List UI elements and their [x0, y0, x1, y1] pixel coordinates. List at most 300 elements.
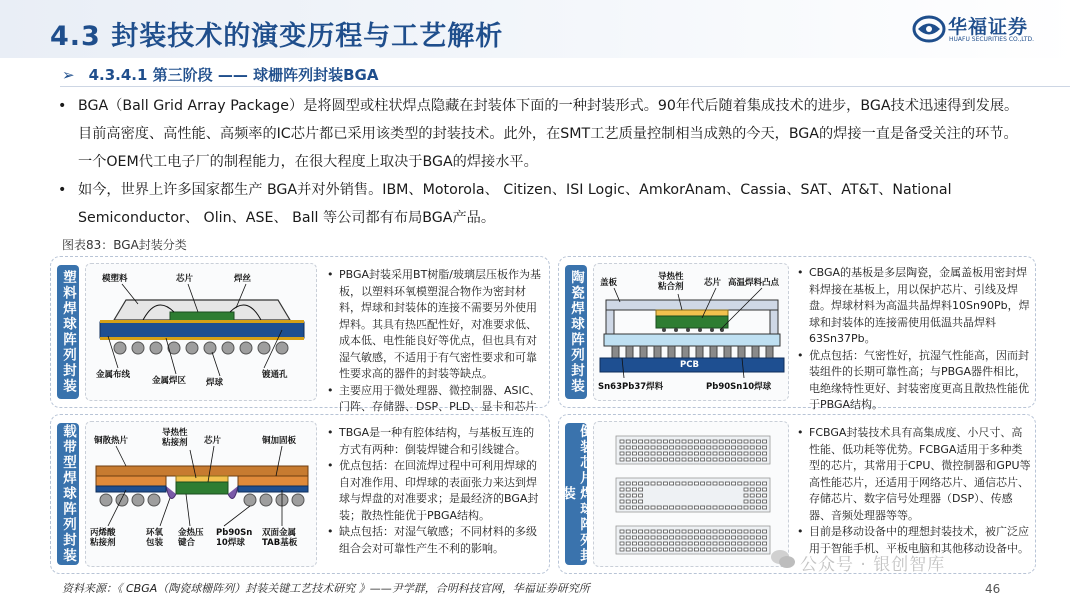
- bump: [682, 542, 686, 545]
- bump: [620, 482, 624, 485]
- bump: [756, 488, 760, 491]
- bump: [738, 506, 742, 509]
- bump: [651, 446, 655, 449]
- bump: [663, 452, 667, 455]
- bump: [676, 440, 680, 443]
- bump: [732, 452, 736, 455]
- bump: [738, 530, 742, 533]
- bump: [639, 488, 643, 491]
- bump: [663, 482, 667, 485]
- bump: [694, 542, 698, 545]
- subtitle-text: 4.3.4.1 第三阶段 —— 球栅阵列封装BGA: [88, 66, 379, 84]
- bump: [750, 536, 754, 539]
- bump: [688, 458, 692, 461]
- bump: [626, 446, 630, 449]
- bump: [639, 536, 643, 539]
- bump: [694, 548, 698, 551]
- bump: [688, 506, 692, 509]
- bump: [763, 506, 767, 509]
- bump: [676, 446, 680, 449]
- bump: [738, 542, 742, 545]
- bump: [707, 482, 711, 485]
- desc-item: • CBGA的基板是多层陶瓷，金属盖板用密封焊料焊接在基板上，用以保护芯片、引线及焊盘。焊球材料为高温共晶焊料10Sn90Pb，焊球和封装体的连接需使用低温共晶焊料63Sn37Pb。: [797, 265, 1031, 348]
- bump: [763, 494, 767, 497]
- bump: [763, 500, 767, 503]
- bump: [651, 542, 655, 545]
- panel-pbga: [50, 256, 550, 413]
- desc-item: • TBGA是一种有腔体结构，与基板互连的方式有两种：倒装焊键合和引线键合。: [327, 425, 545, 458]
- label-pcb: PCB: [680, 360, 699, 370]
- label-thermal-adhesive: 导热性 粘接剂: [162, 428, 188, 448]
- section-subtitle: [62, 64, 378, 85]
- bump: [620, 530, 624, 533]
- bump: [707, 506, 711, 509]
- bullet-item: • 如今，世界上许多国家都生产 BGA并对外销售。IBM、Motorola、 Citizen、ISI Logic、AmkorAnam、Cassia、SAT、AT&T、National Semiconductor、 Olin、ASE、 Ball 等公司都有布局BGA产品。: [56, 176, 1026, 232]
- cbga-description: [797, 265, 1031, 414]
- label-metal-pad: 金属焊区: [152, 376, 187, 386]
- pbga-cross-section: [86, 264, 318, 402]
- bump: [750, 542, 754, 545]
- bump: [626, 494, 630, 497]
- bump: [732, 446, 736, 449]
- label-lid: 盖板: [600, 278, 618, 288]
- bump: [719, 458, 723, 461]
- bump: [645, 458, 649, 461]
- bump: [713, 446, 717, 449]
- bump: [645, 542, 649, 545]
- bump: [719, 452, 723, 455]
- bump: [707, 446, 711, 449]
- bump: [763, 482, 767, 485]
- bump: [639, 482, 643, 485]
- bump: [707, 440, 711, 443]
- bump: [744, 548, 748, 551]
- bump: [744, 494, 748, 497]
- bump: [701, 506, 705, 509]
- bump: [763, 440, 767, 443]
- bump: [744, 488, 748, 491]
- bump: [750, 494, 754, 497]
- bump: [645, 452, 649, 455]
- bump: [620, 446, 624, 449]
- logo-text-en: HUAFU SECURITIES CO.,LTD.: [949, 36, 1035, 43]
- bump: [701, 452, 705, 455]
- bump: [620, 488, 624, 491]
- desc-item: • 目前是移动设备中的理想封装技术，被广泛应用于智能手机、平板电脑和其他移动设备中。: [797, 524, 1031, 557]
- bump: [639, 494, 643, 497]
- panel-label: 塑料焊球阵列封装: [57, 265, 79, 399]
- bump: [645, 440, 649, 443]
- bump: [707, 542, 711, 545]
- bump: [632, 500, 636, 503]
- bump: [763, 530, 767, 533]
- bump: [639, 530, 643, 533]
- bump: [756, 446, 760, 449]
- bump: [651, 458, 655, 461]
- bump: [620, 500, 624, 503]
- huafu-logo-icon: [912, 14, 946, 44]
- bump: [713, 530, 717, 533]
- bump: [719, 542, 723, 545]
- bump: [707, 458, 711, 461]
- company-logo: [912, 12, 1072, 48]
- label-au-bond: 金热压 键合: [178, 528, 204, 548]
- bullet-item: • BGA（Ball Grid Array Package）是将圆型或柱状焊点隐藏在封装体下面的一种封装形式。90年代后随着集成技术的进步，BGA技术迅速得到发展。目前高密度、高性能、高频率的IC芯片都已采用该类型的封装技术。此外，在SMT工艺质量控制相当成熟的今天，BGA的焊接一直是备受关注的环节。一个OEM代工电子厂的制程能力，在很大程度上取决于BGA的焊接水平。: [56, 92, 1026, 176]
- bump: [639, 500, 643, 503]
- bump: [645, 506, 649, 509]
- bump: [639, 542, 643, 545]
- desc-item: • 优点包括：在回流焊过程中可利用焊球的自对准作用、印焊球的表面张力来达到焊球与焊盘的对准要求；是最经济的BGA封装；散热性能优于PBGA结构。: [327, 458, 545, 524]
- intro-bullets: [56, 92, 1026, 232]
- bump: [632, 458, 636, 461]
- desc-item: • 主要应用于微处理器、微控制器、ASIC、门阵、存储器、DSP、PLD、显卡和芯片: [327, 383, 545, 433]
- label-chip: 芯片: [704, 278, 722, 288]
- bump: [719, 530, 723, 533]
- bump: [663, 536, 667, 539]
- bump: [713, 536, 717, 539]
- label-pb90-ball: Pb90Sn 10焊球: [216, 528, 253, 548]
- label-thermal-adhesive: 导热性 粘合剂: [658, 272, 684, 292]
- bump: [688, 542, 692, 545]
- bump: [645, 530, 649, 533]
- label-wire: 焊丝: [234, 274, 252, 284]
- label-metal-wiring: 金属布线: [96, 370, 131, 380]
- bump: [632, 536, 636, 539]
- bump: [732, 530, 736, 533]
- bump: [676, 548, 680, 551]
- bump: [694, 536, 698, 539]
- bump: [756, 458, 760, 461]
- bump: [738, 482, 742, 485]
- bump: [707, 548, 711, 551]
- bump: [738, 452, 742, 455]
- bump: [620, 440, 624, 443]
- bump: [756, 530, 760, 533]
- bump: [682, 548, 686, 551]
- bump: [620, 542, 624, 545]
- source-note: 资料来源：《 CBGA（陶瓷球栅阵列）封装关键工艺技术研究 》——尹学群，合明科技官网，华福证券研究所: [62, 582, 590, 595]
- bump: [676, 506, 680, 509]
- bump: [756, 452, 760, 455]
- bump: [632, 452, 636, 455]
- bump: [719, 506, 723, 509]
- bump: [732, 506, 736, 509]
- bump: [663, 458, 667, 461]
- wechat-icon: [770, 548, 796, 570]
- bump: [744, 482, 748, 485]
- bump: [744, 536, 748, 539]
- bump: [632, 482, 636, 485]
- bump: [750, 506, 754, 509]
- bump: [750, 458, 754, 461]
- figure-caption: 图表83：BGA封装分类: [62, 238, 187, 252]
- bump: [701, 548, 705, 551]
- bump: [620, 548, 624, 551]
- bump: [682, 458, 686, 461]
- divider: [60, 86, 1070, 87]
- bump: [713, 506, 717, 509]
- label-solder-ball: 焊球: [206, 378, 224, 388]
- bump: [750, 446, 754, 449]
- bump: [663, 506, 667, 509]
- bump: [626, 530, 630, 533]
- bump: [651, 548, 655, 551]
- label-copper-heatsink: 铜散热片: [94, 436, 129, 446]
- panel-fcbga: [558, 414, 1036, 574]
- bump: [682, 440, 686, 443]
- header: [0, 0, 1080, 58]
- bump: [763, 548, 767, 551]
- bump: [632, 494, 636, 497]
- bump: [632, 488, 636, 491]
- bump: [744, 500, 748, 503]
- bump: [620, 458, 624, 461]
- cbga-diagram: [593, 263, 789, 401]
- watermark: 公众号 · 银创智库: [800, 555, 946, 575]
- bump: [719, 548, 723, 551]
- fcbga-bump-map: [594, 422, 790, 568]
- bump: [670, 482, 674, 485]
- bump: [626, 542, 630, 545]
- bump: [701, 530, 705, 533]
- label-tab-substrate: 双面金属 TAB基板: [262, 528, 298, 548]
- bump: [626, 548, 630, 551]
- bump: [756, 440, 760, 443]
- bump: [676, 452, 680, 455]
- bump: [732, 548, 736, 551]
- bump: [632, 446, 636, 449]
- bump: [639, 458, 643, 461]
- bump: [626, 536, 630, 539]
- bump: [657, 446, 661, 449]
- bump: [663, 548, 667, 551]
- bump: [688, 446, 692, 449]
- bump: [694, 482, 698, 485]
- bump: [694, 446, 698, 449]
- bump: [670, 506, 674, 509]
- bump: [639, 506, 643, 509]
- bump: [651, 536, 655, 539]
- bump: [756, 494, 760, 497]
- bump: [701, 446, 705, 449]
- panel-label: 陶瓷焊球阵列封装: [565, 265, 587, 399]
- bump: [663, 440, 667, 443]
- bump: [663, 542, 667, 545]
- bump: [632, 548, 636, 551]
- bump: [663, 530, 667, 533]
- bump: [744, 446, 748, 449]
- bump: [626, 440, 630, 443]
- bump: [732, 482, 736, 485]
- bump: [713, 548, 717, 551]
- fcbga-diagram: [593, 421, 789, 567]
- bump: [713, 458, 717, 461]
- arrow-icon: ➢: [62, 66, 75, 84]
- panel-tbga: [50, 414, 550, 574]
- bump: [670, 458, 674, 461]
- bump: [657, 548, 661, 551]
- bump: [620, 452, 624, 455]
- bump: [738, 536, 742, 539]
- bump: [632, 506, 636, 509]
- bump: [651, 506, 655, 509]
- fcbga-description: [797, 425, 1031, 557]
- bump: [663, 446, 667, 449]
- bump: [750, 488, 754, 491]
- bump: [707, 536, 711, 539]
- bump: [676, 536, 680, 539]
- bump: [632, 542, 636, 545]
- bump: [744, 530, 748, 533]
- bump: [725, 452, 729, 455]
- label-sn63: Sn63Pb37焊料: [598, 382, 664, 392]
- bump: [620, 536, 624, 539]
- bump: [694, 440, 698, 443]
- bump: [645, 548, 649, 551]
- label-copper-stiffener: 铜加固板: [262, 436, 297, 446]
- bump: [750, 500, 754, 503]
- bump: [707, 530, 711, 533]
- bump: [651, 482, 655, 485]
- bump: [657, 530, 661, 533]
- bump: [707, 452, 711, 455]
- bump: [738, 548, 742, 551]
- label-epoxy-encap: 环氧 包装: [146, 528, 164, 548]
- bump: [701, 536, 705, 539]
- bump: [750, 548, 754, 551]
- bump: [713, 452, 717, 455]
- bump: [626, 452, 630, 455]
- bump: [639, 548, 643, 551]
- bump: [688, 452, 692, 455]
- bump: [682, 530, 686, 533]
- bump: [738, 458, 742, 461]
- bump: [657, 452, 661, 455]
- desc-item: • 缺点包括：对湿气敏感；不同材料的多级组合会对可靠性产生不利的影响。: [327, 524, 545, 557]
- tbga-description: [327, 425, 545, 557]
- bump: [670, 542, 674, 545]
- bump: [701, 440, 705, 443]
- bump: [657, 482, 661, 485]
- bump: [657, 440, 661, 443]
- bump: [688, 482, 692, 485]
- bump: [682, 482, 686, 485]
- bump: [670, 548, 674, 551]
- pbga-diagram: [85, 263, 317, 401]
- bump: [670, 440, 674, 443]
- label-chip: 芯片: [204, 436, 222, 446]
- panel-cbga: [558, 256, 1036, 411]
- bump: [688, 536, 692, 539]
- bump: [725, 542, 729, 545]
- bump: [738, 440, 742, 443]
- bump: [632, 530, 636, 533]
- bump: [719, 440, 723, 443]
- bump: [626, 458, 630, 461]
- bump: [763, 536, 767, 539]
- label-molding: 模塑料: [102, 274, 128, 284]
- bump: [670, 446, 674, 449]
- bump: [732, 542, 736, 545]
- bump: [713, 482, 717, 485]
- bump: [651, 530, 655, 533]
- bump: [626, 500, 630, 503]
- bump: [682, 506, 686, 509]
- bump: [744, 506, 748, 509]
- bump: [744, 542, 748, 545]
- bump: [763, 542, 767, 545]
- panel-label: 倒装芯片焊球阵列封装: [559, 424, 593, 564]
- bump: [645, 536, 649, 539]
- bump: [694, 452, 698, 455]
- bump: [626, 506, 630, 509]
- bump: [670, 530, 674, 533]
- bump: [639, 452, 643, 455]
- bump: [676, 482, 680, 485]
- bump: [701, 482, 705, 485]
- bump: [725, 482, 729, 485]
- bump: [756, 542, 760, 545]
- bump: [756, 482, 760, 485]
- tbga-diagram: [85, 421, 317, 567]
- desc-item: • FCBGA封装技术具有高集成度、小尺寸、高性能、低功耗等优势。FCBGA适用于多种类型的芯片，其常用于CPU、微控制器和GPU等高性能芯片，还适用于网络芯片、通信芯片、存储芯片、数字信号处理器（DSP）、传感器、音频处理器等等。: [797, 425, 1031, 524]
- bump: [657, 536, 661, 539]
- bump: [651, 452, 655, 455]
- label-pb90: Pb90Sn10焊球: [706, 382, 772, 392]
- bump: [694, 458, 698, 461]
- bump: [732, 536, 736, 539]
- bump: [725, 536, 729, 539]
- bump: [694, 530, 698, 533]
- bump: [756, 506, 760, 509]
- bump: [639, 446, 643, 449]
- bump: [620, 494, 624, 497]
- bump: [682, 452, 686, 455]
- desc-item: • 优点包括：气密性好，抗湿气性能高，因而封装组件的长期可靠性高；与PBGA器件相比，电绝缘特性更好、封装密度更高且散热性能优于PBGA结构。: [797, 348, 1031, 414]
- bump: [620, 506, 624, 509]
- panel-label: 载带型焊球阵列封装: [57, 423, 79, 565]
- label-chip: 芯片: [176, 274, 194, 284]
- bump: [688, 548, 692, 551]
- bump: [763, 452, 767, 455]
- bump: [688, 530, 692, 533]
- bump: [750, 530, 754, 533]
- bump: [713, 440, 717, 443]
- label-acrylic-adhesive: 丙烯酸 粘接剂: [90, 528, 116, 548]
- bump: [670, 536, 674, 539]
- bump: [719, 446, 723, 449]
- bump: [725, 548, 729, 551]
- bump: [670, 452, 674, 455]
- bump: [763, 446, 767, 449]
- bump: [676, 458, 680, 461]
- bump: [645, 482, 649, 485]
- bump: [682, 536, 686, 539]
- bump: [639, 440, 643, 443]
- bump: [763, 488, 767, 491]
- bump: [657, 506, 661, 509]
- logo-text-cn: 华福证券: [948, 16, 1029, 38]
- bump: [657, 458, 661, 461]
- bump: [632, 440, 636, 443]
- bump: [645, 446, 649, 449]
- bump: [756, 548, 760, 551]
- bump: [725, 530, 729, 533]
- bump: [713, 542, 717, 545]
- pbga-description: [327, 267, 545, 432]
- bump: [719, 536, 723, 539]
- bump: [701, 542, 705, 545]
